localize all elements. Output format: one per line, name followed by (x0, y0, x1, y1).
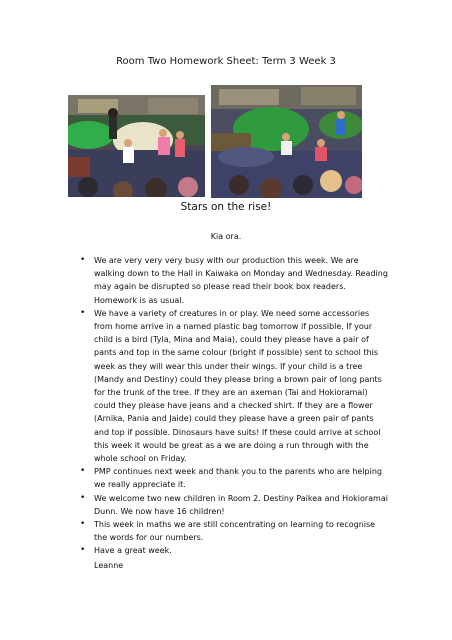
classroom-photo-icon (68, 95, 205, 197)
signoff-name: Leanne (94, 561, 124, 570)
classroom-photo-right (211, 85, 362, 198)
list-item: • PMP continues next week and thank you to the parents who are helping we really appreciate it. (78, 465, 388, 491)
greeting-text: Kia ora. (210, 232, 242, 241)
list-item: • Have a great week. (78, 544, 388, 557)
list-item: • This week in maths we are still concentrating on learning to recognise the words for our numbers. (78, 518, 388, 544)
section-heading: Stars on the rise! (180, 201, 272, 213)
list-item: • We are very very very busy with our production this week. We are walking down to the Hall in Kaiwaka on Monday and Wednesday. Reading may again be disrupted so please read their book box readers. Homework is as usual. (78, 254, 388, 307)
list-item: • We welcome two new children in Room 2. Destiny Paikea and Hokioramai Dunn. We now have 16 children! (78, 492, 388, 518)
announcement-list (78, 254, 388, 558)
classroom-photo-left (68, 95, 205, 197)
classroom-photo-icon (211, 85, 362, 198)
list-item: • We have a variety of creatures in or play. We need some accessories from home arrive in a named plastic bag tomorrow if possible. If your child is a bird (Tyla, Mina and Maia), could they please have a pair of pants and top in the same colour (bright if possible) sent to school this week as they will wear this under their wings. If your child is a tree (Mandy and Destiny) could they please bring a brown pair of long pants for the trunk of the tree. If they are an axeman (Tai and Hokioramai) could they please have jeans and a checked shirt. If they are a flower (Arnika, Pania and Jaide) could they please have a green pair of pants and top if possible. Dinosaurs have suits! If these could arrive at school this week it would be great as a we are doing a run through with the whole school on Friday. (78, 307, 388, 465)
page-title: Room Two Homework Sheet: Term 3 Week 3 (116, 56, 336, 67)
